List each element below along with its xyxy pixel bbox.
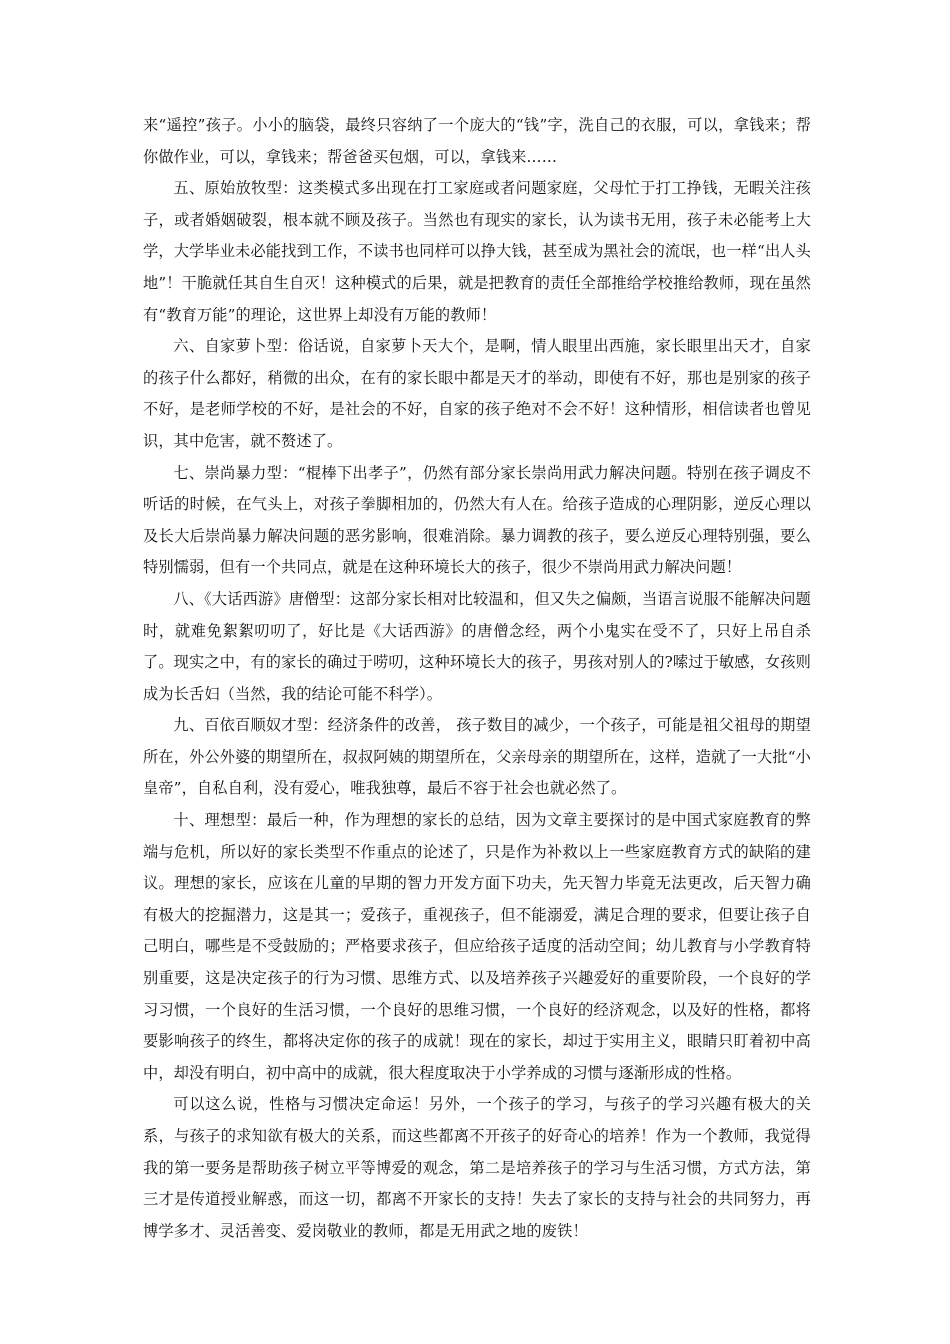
paragraph-type-6: 六、自家萝卜型：俗话说，自家萝卜天大个，是啊，情人眼里出西施，家长眼里出天才，自家的孩子什么都好，稍微的出众，在有的家长眼中都是天才的举动，即使有不好，那也是别家的孩子不好，是老师学校的不好，是社会的不好，自家的孩子绝对不会不好！这种情形，相信读者也曾见识，其中危害，就不赘述了。 xyxy=(143,337,811,450)
paragraph-type-8: 八、《大话西游》唐僧型：这部分家长相对比较温和，但又失之偏颇，当语言说服不能解决问题时，就难免絮絮叨叨了，好比是《大话西游》的唐僧念经，两个小鬼实在受不了，只好上吊自杀了。现实之中，有的家长的确过于唠叨，这种环境长大的孩子，男孩对别人的?嗦过于敏感，女孩则成为长舌妇（当然，我的结论可能不科学）。 xyxy=(143,589,811,703)
paragraph-continuation: 来“遥控”孩子。小小的脑袋，最终只容纳了一个庞大的“钱”字，洗自己的衣服，可以，拿钱来；帮你做作业，可以，拿钱来；帮爸爸买包烟，可以，拿钱来…… xyxy=(143,116,811,166)
document-body xyxy=(143,110,811,1247)
paragraph-type-9: 九、百依百顺奴才型：经济条件的改善， 孩子数目的减少，一个孩子，可能是祖父祖母的期望所在，外公外婆的期望所在，叔叔阿姨的期望所在，父亲母亲的期望所在，这样，造就了一大批“小皇帝”，自私自利，没有爱心，唯我独尊，最后不容于社会也就必然了。 xyxy=(143,716,811,798)
paragraph-type-10: 十、理想型：最后一种，作为理想的家长的总结，因为文章主要探讨的是中国式家庭教育的弊端与危机，所以好的家长类型不作重点的论述了，只是作为补救以上一些家庭教育方式的缺陷的建议。理想的家长，应该在儿童的早期的智力开发方面下功夫，先天智力毕竟无法更改，后天智力确有极大的挖掘潜力，这是其一；爱孩子，重视孩子，但不能溺爱，满足合理的要求，但要让孩子自己明白，哪些是不受鼓励的；严格要求孩子，但应给孩子适度的活动空间；幼儿教育与小学教育特别重要，这是决定孩子的行为习惯、思维方式、以及培养孩子兴趣爱好的重要阶段，一个良好的学习习惯，一个良好的生活习惯，一个良好的思维习惯，一个良好的经济观念，以及好的性格，都将要影响孩子的终生，都将决定你的孩子的成就！现在的家长，却过于实用主义，眼睛只盯着初中高中，却没有明白，初中高中的成就，很大程度取决于小学养成的习惯与逐渐形成的性格。 xyxy=(143,811,811,1082)
paragraph-conclusion: 可以这么说，性格与习惯决定命运！另外，一个孩子的学习，与孩子的学习兴趣有极大的关系，与孩子的求知欲有极大的关系，而这些都离不开孩子的好奇心的培养！作为一个教师，我觉得我的第一要务是帮助孩子树立平等博爱的观念，第二是培养孩子的学习与生活习惯，方式方法，第三才是传道授业解惑，而这一切，都离不开家长的支持！失去了家长的支持与社会的共同努力，再博学多才、灵活善变、爱岗敬业的教师，都是无用武之地的废铁！ xyxy=(143,1095,811,1240)
paragraph-type-5: 五、原始放牧型：这类模式多出现在打工家庭或者问题家庭，父母忙于打工挣钱，无暇关注孩子，或者婚姻破裂，根本就不顾及孩子。当然也有现实的家长，认为读书无用，孩子未必能考上大学，大学毕业未必能找到工作，不读书也同样可以挣大钱，甚至成为黑社会的流氓，也一样“出人头地”！干脆就任其自生自灭！这种模式的后果，就是把教育的责任全部推给学校推给教师，现在虽然有“教育万能”的理论，这世界上却没有万能的教师！ xyxy=(143,179,811,324)
paragraph-type-7: 七、崇尚暴力型：“棍棒下出孝子”，仍然有部分家长崇尚用武力解决问题。特别在孩子调皮不听话的时候，在气头上，对孩子拳脚相加的，仍然大有人在。给孩子造成的心理阴影，逆反心理以及长大后崇尚暴力解决问题的恶劣影响，很难消除。暴力调教的孩子，要么逆反心理特别强，要么特别懦弱，但有一个共同点，就是在这种环境长大的孩子，很少不崇尚用武力解决问题！ xyxy=(143,463,811,577)
